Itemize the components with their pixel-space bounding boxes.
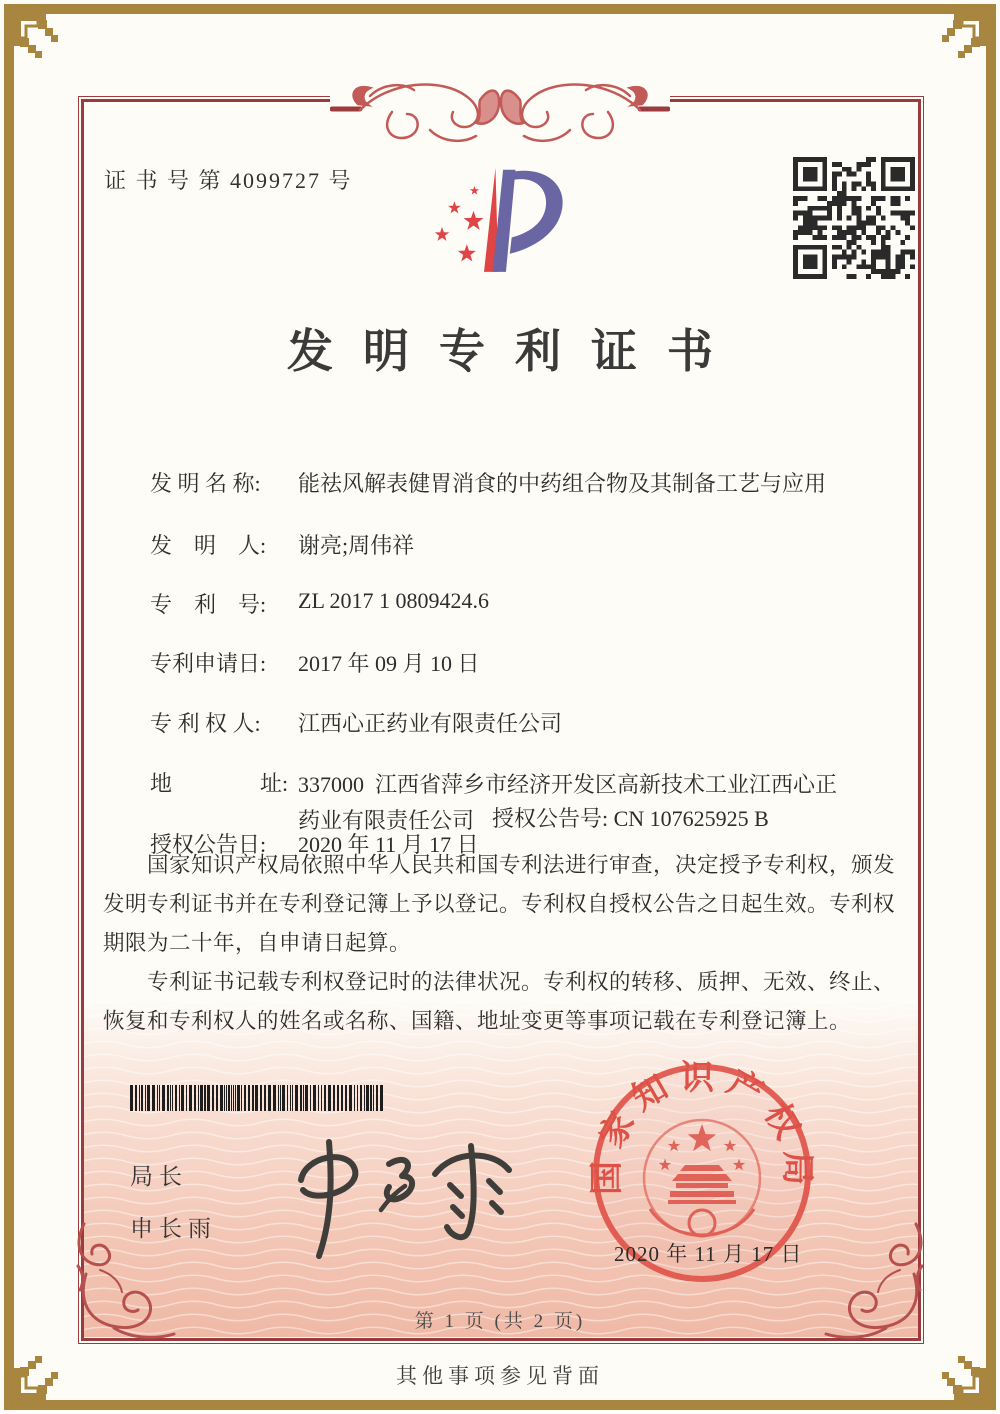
page-number: 第 1 页 (共 2 页) [414, 1311, 586, 1332]
field-value: 能祛风解表健胃消食的中药组合物及其制备工艺与应用 [298, 471, 827, 496]
gold-corner-ornament [916, 12, 988, 84]
field-value: CN 107625925 B [613, 806, 769, 831]
field-value: ZL 2017 1 0809424.6 [298, 588, 490, 613]
certificate-number: 证 书 号 第 4099727 号 [104, 168, 353, 193]
legal-paragraph-2: 专利证书记载专利权登记时的法律状况。专利权的转移、质押、无效、终止、恢复和专利权人的姓名或名称、国籍、地址变更等事项记载在专利登记簿上。 [103, 970, 896, 1033]
qr-code [793, 157, 915, 279]
field-value: 江西心正药业有限责任公司 [298, 711, 563, 736]
field-label: 专 利 权 人: [150, 711, 261, 736]
field-label: 发 明 名 称: [150, 471, 261, 496]
seal-date: 2020 年 11 月 17 日 [614, 1242, 803, 1266]
document-title: 发明专利证书 [287, 326, 743, 377]
field-label: 发 明 人: [150, 533, 267, 558]
field-value: 谢亮;周伟祥 [298, 533, 415, 558]
field-label: 专 利 号: [150, 592, 267, 617]
director-title: 局长 [130, 1164, 188, 1189]
field-label: 地 址: [150, 771, 289, 796]
field-label: 授权公告号: [492, 806, 609, 831]
address-line-2: 药业有限责任公司 [298, 808, 475, 833]
legal-text [103, 846, 905, 1041]
barcode [130, 1085, 388, 1111]
back-side-note: 其他事项参见背面 [396, 1364, 604, 1388]
field-value: 2017 年 09 月 10 日 [298, 651, 480, 676]
field-grant-number [492, 802, 769, 833]
address-line-1: 337000 江西省萍乡市经济开发区高新技术工业江西心正 [298, 772, 838, 797]
gold-corner-ornament [12, 12, 84, 84]
director-signature [285, 1130, 535, 1265]
seal-text: 国家知识产权局 [588, 1059, 816, 1196]
field-label: 授权公告日: [150, 832, 267, 857]
field-label: 专利申请日: [150, 651, 267, 676]
director-name: 申长雨 [130, 1216, 217, 1241]
field-value: 2020 年 11 月 17 日 [298, 832, 479, 857]
cnipa-logo-icon [400, 140, 610, 295]
legal-paragraph-1: 国家知识产权局依照中华人民共和国专利法进行审查，决定授予专利权，颁发发明专利证书并在专利登记簿上予以登记。专利权自授权公告之日起生效。专利权期限为二十年，自申请日起算。 [103, 853, 896, 955]
